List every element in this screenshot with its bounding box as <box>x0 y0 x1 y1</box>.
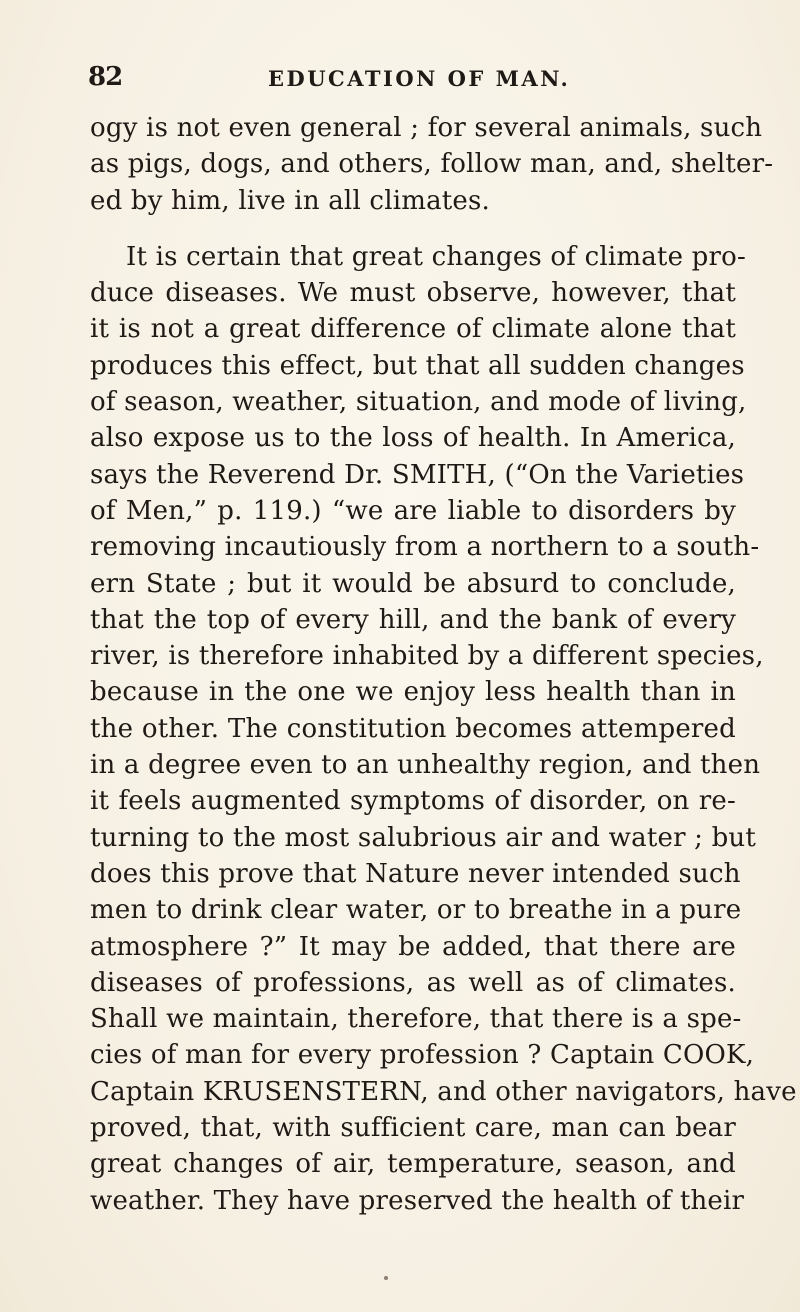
text-line: in a degree even to an unhealthy region, and then <box>90 750 761 781</box>
text-line: of Men,” p. 119.) “we are liable to disorders by <box>90 495 736 526</box>
text-line: cies of man for every profession ? Captain COOK, <box>90 1040 755 1071</box>
text-line: does this prove that Nature never intended such <box>90 858 741 889</box>
text-line: ogy is not even general ; for several animals, such <box>90 113 763 143</box>
text-line: turning to the most salubrious air and water ; but <box>90 822 757 853</box>
paragraph-1 <box>90 110 774 219</box>
paper-speck <box>384 1276 388 1280</box>
text-line: it feels augmented symptoms of disorder, on re- <box>90 786 736 817</box>
text-line: ed by him, live in all climates. <box>90 185 491 216</box>
text-line: men to drink clear water, or to breathe in a pure <box>90 895 742 926</box>
text-line: proved, that, with sufficient care, man can bear <box>90 1113 736 1144</box>
text-line: it is not a great difference of climate alone that <box>90 314 736 345</box>
text-line: of season, weather, situation, and mode of living, <box>90 387 747 418</box>
text-line: diseases of professions, as well as of climates. <box>90 967 736 998</box>
text-line: Shall we maintain, therefore, that there is a spe- <box>90 1004 742 1035</box>
page-number: 82 <box>88 62 123 92</box>
text-line: ern State ; but it would be absurd to conclude, <box>90 568 736 599</box>
text-line: great changes of air, temperature, season, and <box>90 1149 736 1180</box>
text-line: also expose us to the loss of health. In America, <box>90 423 736 454</box>
paragraph-2 <box>90 239 797 1219</box>
text-line: produces this effect, but that all sudden changes <box>90 350 745 381</box>
page-header <box>88 62 728 102</box>
paragraph-gap <box>90 219 736 239</box>
running-head: EDUCATION OF MAN. <box>268 66 571 91</box>
text-line: duce diseases. We must observe, however, that <box>90 278 736 309</box>
text-line: Captain KRUSENSTERN, and other navigators, have <box>90 1076 797 1107</box>
text-line: removing incautiously from a northern to a south- <box>90 532 760 563</box>
text-line: weather. They have preserved the health of their <box>90 1185 745 1216</box>
text-line: because in the one we enjoy less health than in <box>90 677 736 708</box>
text-line: It is certain that great changes of climate pro- <box>126 241 746 272</box>
text-line: the other. The constitution becomes attempered <box>90 713 736 744</box>
text-line: says the Reverend Dr. SMITH, (“On the Varieties <box>90 459 745 490</box>
text-line: atmosphere ?” It may be added, that there are <box>90 931 736 962</box>
text-line: as pigs, dogs, and others, follow man, and, shelter- <box>90 149 774 180</box>
text-line: river, is therefore inhabited by a different species, <box>90 641 764 672</box>
text-line: that the top of every hill, and the bank of every <box>90 604 736 635</box>
body-text <box>90 110 797 1219</box>
